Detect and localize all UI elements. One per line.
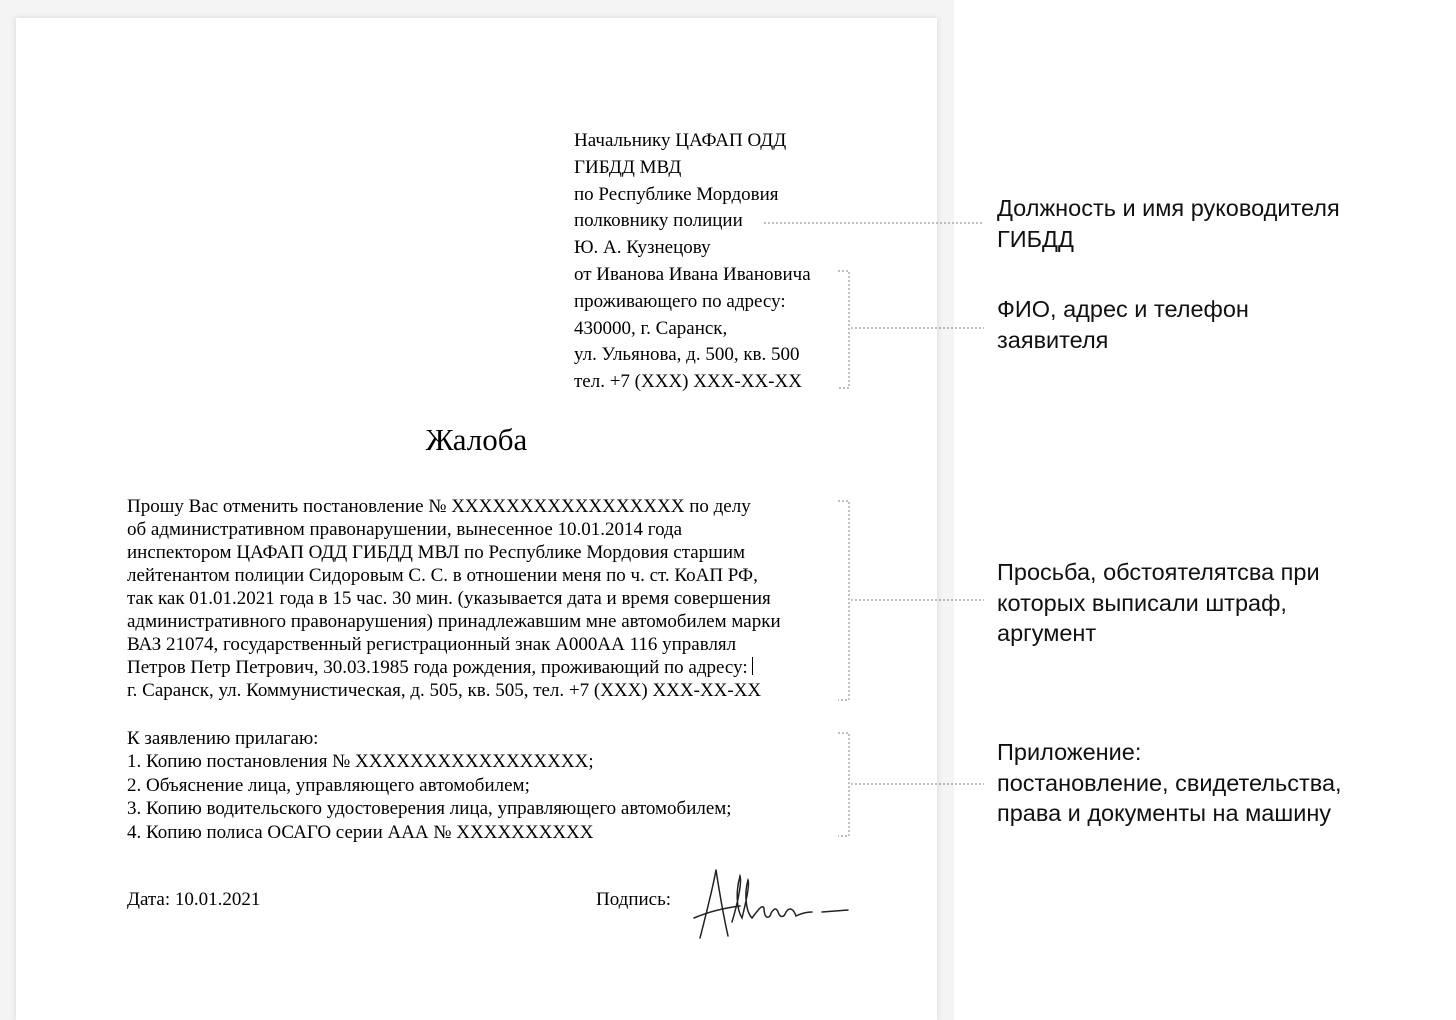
body-line: инспектором ЦАФАП ОДД ГИБДД МВЛ по Республике Мордовия старшим xyxy=(127,542,746,563)
attachment-item: 3. Копию водительского удостоверения лица, управляющего автомобилем; xyxy=(127,798,732,820)
body-line: об административном правонарушении, вынесенное 10.01.2014 года xyxy=(127,519,683,540)
annotation-line: заявителя xyxy=(997,326,1109,353)
annotation-line: Должность и имя руководителя xyxy=(997,195,1340,221)
addressee-line: по Республике Мордовия xyxy=(574,183,779,205)
addressee-line: Начальнику ЦАФАП ОДД xyxy=(574,130,787,151)
applicant-line: тел. +7 (ХХХ) ХХХ-ХХ-ХХ xyxy=(574,371,802,393)
addressee-line: Ю. А. Кузнецову xyxy=(574,237,711,259)
body-line: так как 01.01.2021 года в 15 час. 30 мин. (указывается дата и время совершения xyxy=(127,588,771,609)
attachment-item: 1. Копию постановления № ХХХХХХХХХХХХХХХХХ; xyxy=(127,751,594,773)
body-line: ВАЗ 21074, государственный регистрационный знак А000АА 116 управлял xyxy=(127,634,737,655)
applicant-line: от Иванова Ивана Ивановича xyxy=(574,264,811,285)
annotation-line: Приложение: xyxy=(997,739,1142,765)
addressee-line: ГИБДД МВД xyxy=(574,156,682,178)
annotation-line: которых выписали штраф, xyxy=(997,589,1287,616)
applicant-line: 430000, г. Саранск, xyxy=(574,317,728,339)
body-line: г. Саранск, ул. Коммунистическая, д. 505, кв. 505, тел. +7 (ХХХ) ХХХ-ХХ-ХХ xyxy=(127,680,762,701)
body-line: Петров Петр Петрович, 30.03.1985 года рождения, проживающий по адресу: xyxy=(127,657,748,678)
guide-bracket-body xyxy=(838,501,849,700)
guide-bracket-applicant xyxy=(838,271,849,388)
applicant-line: ул. Ульянова, д. 500, кв. 500 xyxy=(574,344,800,366)
applicant-line: проживающего по адресу: xyxy=(574,290,786,312)
body-line: административного правонарушения) принадлежавшим мне автомобилем марки xyxy=(127,611,781,632)
addressee-line: полковнику полиции xyxy=(574,210,743,232)
annotation-official xyxy=(997,193,1340,254)
attachment-item: 4. Копию полиса ОСАГО серии ААА № ХХХХХХХХХХ xyxy=(127,821,594,843)
annotation-line: постановление, свидетельства, xyxy=(997,769,1342,796)
annotation-line: права и документы на машину xyxy=(997,800,1332,826)
annotation-line: Просьба, обстоятелятсва при xyxy=(997,559,1320,585)
annotation-line: ГИБДД xyxy=(997,225,1074,252)
body-line: Прошу Вас отменить постановление № ХХХХХХХХХХХХХХХХХ по делу xyxy=(127,496,751,517)
attachment-item: 2. Объяснение лица, управляющего автомобилем; xyxy=(127,774,530,796)
signature-label: Подпись: xyxy=(596,889,672,910)
annotation-attachments xyxy=(997,737,1342,829)
attachments-heading: К заявлению прилагаю: xyxy=(127,728,319,749)
date-line: Дата: 10.01.2021 xyxy=(127,889,261,910)
annotation-line: аргумент xyxy=(997,620,1097,646)
body-line: лейтенантом полиции Сидоровым С. С. в отношении меня по ч. ст. КоАП РФ, xyxy=(127,565,758,586)
annotation-request xyxy=(997,557,1320,649)
annotation-applicant xyxy=(997,294,1249,355)
document-title: Жалоба xyxy=(425,422,528,457)
guide-bracket-attachments xyxy=(838,733,849,836)
annotation-line: ФИО, адрес и телефон xyxy=(997,296,1249,322)
